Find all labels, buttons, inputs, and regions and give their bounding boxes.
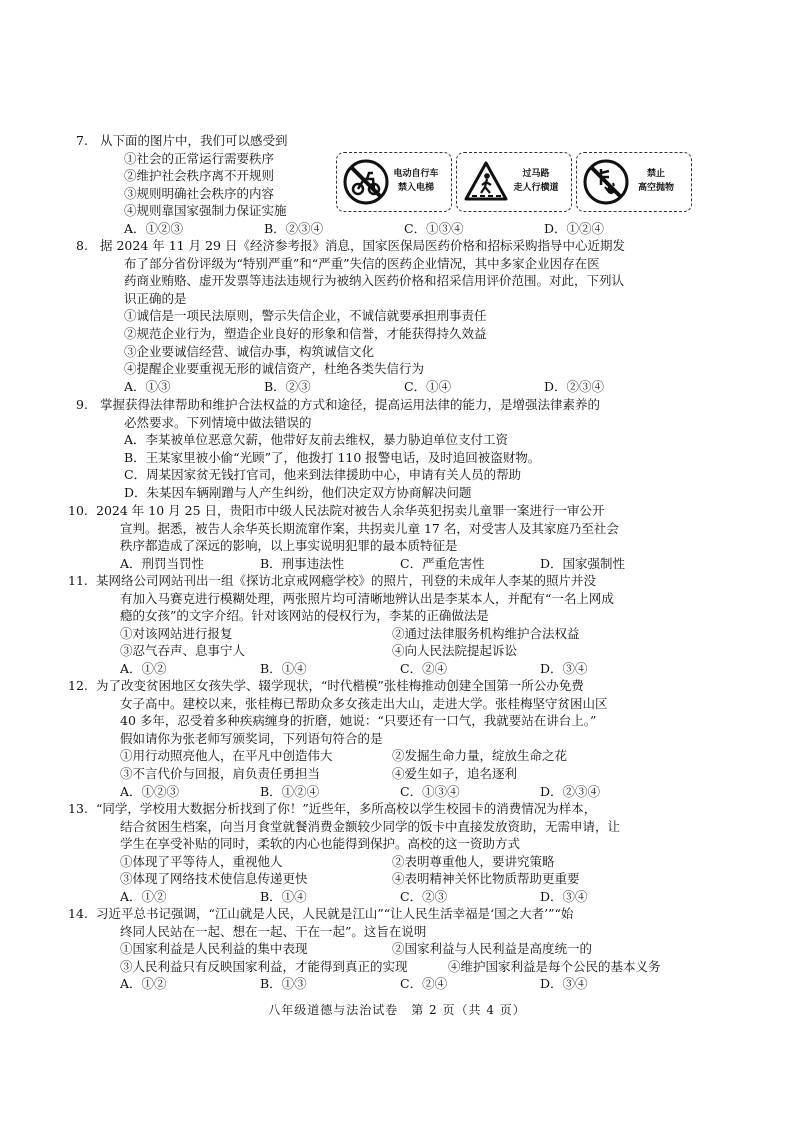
answer-options xyxy=(96,555,704,573)
option-a[interactable]: A．李某被单位恶意欠薪，他带好友前去维权，暴力胁迫单位支付工资 xyxy=(124,432,509,448)
statements-row-1 xyxy=(96,940,704,958)
statement-1: ①诚信是一项民法原则，警示失信企业，不诚信就要承担刑事责任 xyxy=(124,308,487,324)
sign-label: 电动自行车 禁入电梯 xyxy=(393,169,439,193)
statement-3: ③体现了网络技术使信息传递更快 xyxy=(120,871,308,887)
option-c[interactable]: C．②④ xyxy=(400,660,448,676)
statement-3: ③企业要诚信经营、诚信办事，构筑诚信文化 xyxy=(124,343,375,359)
stem-line: 据 2024 年 11 月 29 日《经济参考报》消息，国家医保局医药价格和招标采购指导中心近期发 xyxy=(100,238,625,253)
question-12 xyxy=(68,677,704,800)
answer-options xyxy=(96,783,704,801)
option-b[interactable]: B．①③ xyxy=(260,976,307,992)
option-a[interactable]: A．①② xyxy=(120,660,167,676)
statements-row-2 xyxy=(96,765,704,783)
question-14 xyxy=(68,905,704,993)
option-b[interactable]: B．②③④ xyxy=(264,220,324,236)
option-a[interactable]: A．①③ xyxy=(124,378,171,394)
question-number: 12. xyxy=(68,678,88,693)
question-9 xyxy=(76,396,700,502)
statement-4: ④规则靠国家强制力保证实施 xyxy=(124,203,287,219)
stem-line: 药商业贿赂、虚开发票等违法违规行为被纳入医药价格和招采信用评价范围。对此，下列认 xyxy=(124,273,625,289)
option-d[interactable]: D．②③④ xyxy=(540,783,601,799)
option-d[interactable]: D．①②④ xyxy=(544,220,605,236)
statements-row-2 xyxy=(96,870,704,888)
statements-row-2 xyxy=(96,958,704,976)
statement-1: ①社会的正常运行需要秩序 xyxy=(124,150,275,166)
stem-line: 40 多年，忍受着多种疾病缠身的折磨，她说：“只要还有一口气，我就要站在讲台上。” xyxy=(120,713,597,729)
stem-line: “同学，学校用大数据分析找到了你！”近些年，多所高校以学生校园卡的消费情况为样本， xyxy=(96,801,597,816)
option-b[interactable]: B．刑事违法性 xyxy=(260,555,345,571)
question-8 xyxy=(76,237,700,395)
stem-line: 瘾的女孩”的文字介绍。针对该网站的侵权行为，李某的正确做法是 xyxy=(120,608,489,624)
rule-signs-figure xyxy=(336,152,694,214)
question-number: 14. xyxy=(68,906,88,921)
statement-2: ②国家利益与人民利益是高度统一的 xyxy=(392,941,593,957)
statement-1: ①国家利益是人民利益的集中表现 xyxy=(120,941,308,957)
stem-line: 假如请你为张老师写颁奖词，下列语句符合的是 xyxy=(120,730,383,746)
sign-crosswalk xyxy=(456,152,572,212)
stem-line: 习近平总书记强调，“江山就是人民，人民就是江山”“让人民生活幸福是‘国之大者’”“始 xyxy=(96,906,574,921)
option-d[interactable]: D．③④ xyxy=(540,888,588,904)
answer-options xyxy=(96,975,704,993)
option-a[interactable]: A．①②③ xyxy=(124,220,184,236)
option-a[interactable]: A．刑罚当罚性 xyxy=(120,555,205,571)
crosswalk-warning-icon xyxy=(463,159,509,205)
statement-2: ②通过法律服务机构维护合法权益 xyxy=(392,625,580,641)
stem-line: 2024 年 10 月 25 日，贵阳市中级人民法院对被告人余华英犯拐卖儿童罪一案进行一审公开 xyxy=(96,503,605,518)
statement-4: ④爱生如子，追名逐利 xyxy=(392,765,518,781)
question-number: 13. xyxy=(68,801,88,816)
option-d[interactable]: D．②③④ xyxy=(544,378,605,394)
option-a[interactable]: A．①② xyxy=(120,888,167,904)
statement-1: ①用行动照亮他人，在平凡中创造伟大 xyxy=(120,748,333,764)
statement-2: ②维护社会秩序离不开规则 xyxy=(124,168,275,184)
option-c[interactable]: C．严重危害性 xyxy=(400,555,485,571)
option-c[interactable]: C．周某因家贫无钱打官司，他来到法律援助中心，申请有关人员的帮助 xyxy=(124,467,522,483)
statements-row-1 xyxy=(96,747,704,765)
stem-line: 某网络公司网站刊出一组《探访北京戒网瘾学校》的照片，刊登的未成年人李某的照片并没 xyxy=(96,573,597,588)
option-b[interactable]: B．①④ xyxy=(260,888,307,904)
statements-row-1 xyxy=(96,625,704,643)
answer-options xyxy=(100,220,700,238)
no-ebike-icon xyxy=(343,159,389,205)
option-c[interactable]: C．②③ xyxy=(400,888,448,904)
option-b[interactable]: B．②③ xyxy=(264,378,311,394)
option-a[interactable]: A．①② xyxy=(120,976,167,992)
question-number: 7. xyxy=(76,133,88,148)
statement-1: ①对该网站进行报复 xyxy=(120,625,233,641)
statement-2: ②发掘生命力量，绽放生命之花 xyxy=(392,748,568,764)
statement-4: ④向人民法院提起诉讼 xyxy=(392,643,518,659)
option-b[interactable]: B．①②④ xyxy=(260,783,320,799)
option-b[interactable]: B．王某家里被小偷“光顾”了，他拨打 110 报警电话，及时追回被盗财物。 xyxy=(124,449,541,465)
statement-2: ②表明尊重他人，要讲究策略 xyxy=(392,853,555,869)
stem-line: 掌握获得法律帮助和维护合法权益的方式和途径，提高运用法律的能力，是增强法律素养的 xyxy=(100,397,601,412)
sign-label: 过马路 走人行横道 xyxy=(513,169,559,193)
statement-3: ③不言代价与回报，肩负责任勇担当 xyxy=(120,765,321,781)
option-c[interactable]: C．①③④ xyxy=(404,220,464,236)
question-number: 10. xyxy=(68,503,88,518)
question-number: 11. xyxy=(68,573,88,588)
stem-line: 终同人民站在一起、想在一起、干在一起”。这旨在说明 xyxy=(120,923,427,939)
sign-no-ebike xyxy=(336,152,452,212)
page-footer: 八年级道德与法治试卷 第 2 页（共 4 页） xyxy=(268,1003,526,1017)
statement-4: ④表明精神关怀比物质帮助更重要 xyxy=(392,871,580,887)
statements-row-1 xyxy=(96,853,704,871)
answer-options xyxy=(96,660,704,678)
question-13 xyxy=(68,800,704,906)
no-throwing-icon xyxy=(583,159,629,205)
answer-options xyxy=(100,378,700,396)
stem-line: 学生在享受补贴的同时，柔软的内心也能得到保护。高校的这一资助方式 xyxy=(120,836,521,852)
question-10 xyxy=(68,502,704,572)
option-c[interactable]: C．①③④ xyxy=(400,783,460,799)
stem-line: 布了部分省份评级为“特别严重”和“严重”失信的医药企业情况，其中多家企业因存在医 xyxy=(124,255,600,271)
stem-line: 结合贫困生档案，向当月食堂就餐消费金额较少同学的饭卡中直接发放资助，无需申请，让 xyxy=(120,818,621,834)
sign-label: 禁止 高空抛物 xyxy=(637,169,674,193)
question-stem: 从下面的图片中，我们可以感受到 xyxy=(100,133,288,148)
stem-line: 女子高中。建校以来，张桂梅已帮助众多女孩走出大山，走进大学。张桂梅坚守贫困山区 xyxy=(120,695,608,711)
question-number: 9. xyxy=(76,397,88,412)
statement-1: ①体现了平等待人，重视他人 xyxy=(120,853,283,869)
option-d[interactable]: D．③④ xyxy=(540,976,588,992)
statement-2: ②规范企业行为，塑造企业良好的形象和信誉，才能获得持久效益 xyxy=(124,325,487,341)
stem-line: 宣判。据悉，被告人余华英长期流窜作案，共拐卖儿童 17 名，对受害人及其家庭乃至社会 xyxy=(120,520,619,536)
question-number: 8. xyxy=(76,238,88,253)
stem-line: 有加入马赛克进行模糊处理，两张照片均可清晰地辨认出是李某本人，并配有“一名上网成 xyxy=(120,590,614,606)
stem-line: 秩序都造成了深远的影响，以上事实说明犯罪的最本质特征是 xyxy=(120,538,458,554)
statements-row-2 xyxy=(96,642,704,660)
statement-3: ③人民利益只有反映国家利益，才能得到真正的实现 xyxy=(120,958,408,974)
sign-no-throwing xyxy=(576,152,692,212)
option-c[interactable]: C．①④ xyxy=(404,378,452,394)
statement-4: ④维护国家利益是每个公民的基本义务 xyxy=(448,958,661,974)
stem-line: 识正确的是 xyxy=(124,290,187,306)
option-c[interactable]: C．②④ xyxy=(400,976,448,992)
statement-3: ③忍气吞声、息事宁人 xyxy=(120,643,246,659)
statement-4: ④提醒企业要重视无形的诚信资产，杜绝各类失信行为 xyxy=(124,361,425,377)
stem-line: 必然要求。下列情境中做法错误的 xyxy=(124,414,312,430)
stem-line: 为了改变贫困地区女孩失学、辍学现状，“时代楷模”张桂梅推动创建全国第一所公办免费 xyxy=(96,678,584,693)
question-11 xyxy=(68,572,704,678)
option-d[interactable]: D．国家强制性 xyxy=(540,555,626,571)
statement-3: ③规则明确社会秩序的内容 xyxy=(124,185,275,201)
option-b[interactable]: B．①④ xyxy=(260,660,307,676)
option-d[interactable]: D．③④ xyxy=(540,660,588,676)
option-a[interactable]: A．①②③ xyxy=(120,783,180,799)
option-d[interactable]: D．朱某因车辆剐蹭与人产生纠纷，他们决定双方协商解决问题 xyxy=(124,484,472,500)
answer-options xyxy=(96,888,704,906)
